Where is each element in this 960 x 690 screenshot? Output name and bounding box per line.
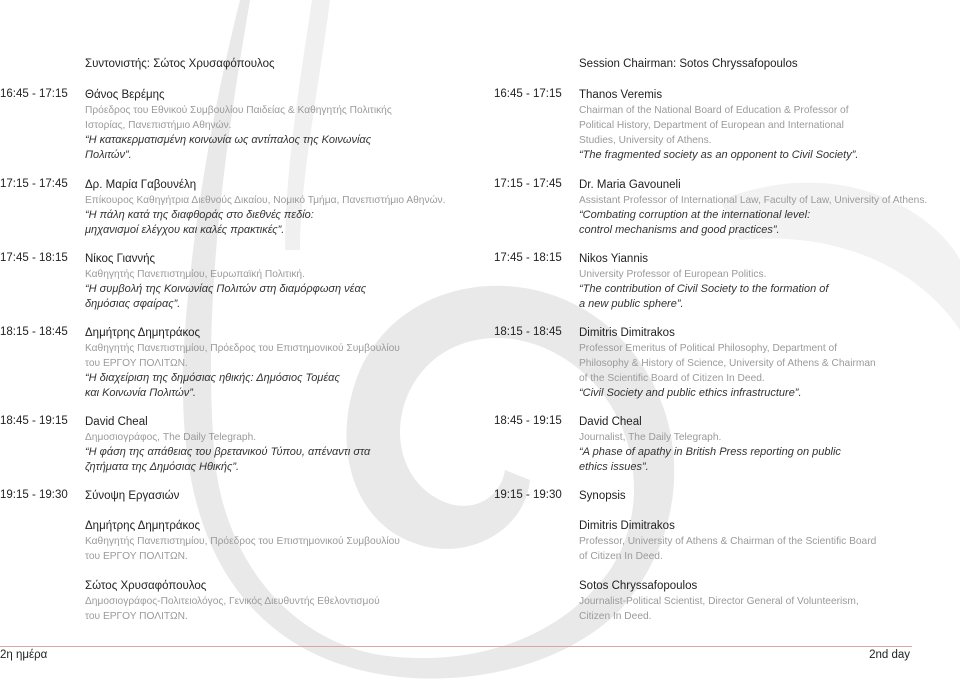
speaker-affiliation: Δημοσιογράφος, The Daily Telegraph. bbox=[85, 432, 257, 443]
speaker-affiliation: του ΕΡΓΟΥ ΠΟΛΙΤΩΝ. bbox=[85, 551, 188, 562]
time-slot: 19:15 - 19:30 bbox=[0, 489, 68, 501]
synopsis-title: Σύνοψη Εργασιών bbox=[85, 490, 180, 502]
time-slot: 17:15 - 17:45 bbox=[494, 178, 562, 190]
speaker-name: Δημήτρης Δημητράκος bbox=[85, 520, 201, 532]
talk-title: “Η πάλη κατά της διαφθοράς στο διεθνές πεδίο: bbox=[85, 209, 314, 221]
speaker-affiliation: of the Scientific Board of Citizen In Deed. bbox=[579, 373, 765, 384]
chairman-name: Sotos Chryssafopoulos bbox=[679, 58, 798, 70]
talk-title: “Η συμβολή της Κοινωνίας Πολιτών στη διαμόρφωση νέας bbox=[85, 283, 367, 295]
chairman-name: Σώτος Χρυσαφόπουλος bbox=[153, 58, 275, 70]
speaker-affiliation: του ΕΡΓΟΥ ΠΟΛΙΤΩΝ. bbox=[85, 611, 188, 622]
speaker-name: Dr. Maria Gavouneli bbox=[579, 179, 681, 191]
talk-title: “The contribution of Civil Society to the formation of bbox=[579, 283, 829, 295]
speaker-name: Νίκος Γιαννής bbox=[85, 253, 156, 265]
speaker-name: Σώτος Χρυσαφόπουλος bbox=[85, 580, 207, 592]
speaker-name: Dimitris Dimitrakos bbox=[579, 520, 675, 532]
time-slot: 18:15 - 18:45 bbox=[494, 326, 562, 338]
speaker-affiliation: Επίκουρος Καθηγήτρια Διεθνούς Δικαίου, Νομικό Τμήμα, Πανεπιστήμιο Αθηνών. bbox=[85, 195, 446, 206]
talk-title: δημόσιας σφαίρας”. bbox=[85, 298, 181, 310]
speaker-affiliation: Political History, Department of European and International bbox=[579, 120, 844, 131]
time-slot: 17:15 - 17:45 bbox=[0, 178, 68, 190]
talk-title: μηχανισμοί ελέγχου και καλές πρακτικές”. bbox=[85, 224, 285, 236]
speaker-affiliation: University Professor of European Politics. bbox=[579, 269, 767, 280]
session-chairman bbox=[85, 58, 275, 70]
speaker-affiliation: Ιστορίας, Πανεπιστήμιο Αθηνών. bbox=[85, 120, 232, 131]
speaker-name: Nikos Yiannis bbox=[579, 253, 649, 265]
talk-title: “Η κατακερματισμένη κοινωνία ως αντίπαλος της Κοινωνίας bbox=[85, 134, 372, 146]
talk-title: ethics issues”. bbox=[579, 461, 649, 473]
speaker-name: Dimitris Dimitrakos bbox=[579, 327, 675, 339]
time-slot: 16:45 - 17:15 bbox=[494, 88, 562, 100]
speaker-affiliation: Δημοσιογράφος-Πολιτειολόγος, Γενικός Διευθυντής Εθελοντισμού bbox=[85, 596, 380, 607]
talk-title: a new public sphere”. bbox=[579, 298, 684, 310]
speaker-name: Sotos Chryssafopoulos bbox=[579, 580, 698, 592]
speaker-affiliation: Καθηγητής Πανεπιστημίου, Πρόεδρος του Επιστημονικού Συμβουλίου bbox=[85, 343, 400, 354]
speaker-name: Δρ. Μαρία Γαβουνέλη bbox=[85, 179, 197, 191]
speaker-affiliation: Καθηγητής Πανεπιστημίου, Ευρωπαϊκή Πολιτική. bbox=[85, 269, 305, 280]
speaker-affiliation: Chairman of the National Board of Education & Professor of bbox=[579, 105, 849, 116]
speaker-affiliation: Assistant Professor of International Law, Faculty of Law, University of Athens. bbox=[579, 195, 928, 206]
speaker-name: Thanos Veremis bbox=[579, 89, 663, 101]
speaker-affiliation: Journalist, The Daily Telegraph. bbox=[579, 432, 722, 443]
footer-rule bbox=[0, 646, 912, 647]
time-slot: 17:45 - 18:15 bbox=[0, 252, 68, 264]
talk-title: “Η φάση της απάθειας του βρετανικού Τύπου, απέναντι στα bbox=[85, 446, 371, 458]
time-slot: 19:15 - 19:30 bbox=[494, 489, 562, 501]
speaker-name: David Cheal bbox=[579, 416, 642, 428]
speaker-affiliation: of Citizen In Deed. bbox=[579, 551, 663, 562]
speaker-affiliation: Philosophy & History of Science, University of Athens & Chairman bbox=[579, 358, 876, 369]
speaker-affiliation: Professor, University of Athens & Chairman of the Scientific Board bbox=[579, 536, 877, 547]
session-chairman bbox=[579, 58, 798, 70]
talk-title: “Combating corruption at the international level: bbox=[579, 209, 811, 221]
speaker-affiliation: του ΕΡΓΟΥ ΠΟΛΙΤΩΝ. bbox=[85, 358, 188, 369]
speaker-name: Θάνος Βερέμης bbox=[85, 89, 165, 101]
footer-day-english: 2nd day bbox=[869, 649, 910, 661]
speaker-name: David Cheal bbox=[85, 416, 148, 428]
talk-title: control mechanisms and good practices”. bbox=[579, 224, 780, 236]
speaker-name: Δημήτρης Δημητράκος bbox=[85, 327, 201, 339]
footer-day-greek: 2η ημέρα bbox=[0, 649, 48, 661]
talk-title: “A phase of apathy in British Press reporting on public bbox=[579, 446, 841, 458]
chairman-label: Session Chairman: bbox=[579, 58, 677, 70]
talk-title: “The fragmented society as an opponent to Civil Society”. bbox=[579, 149, 859, 161]
speaker-affiliation: Professor Emeritus of Political Philosophy, Department of bbox=[579, 343, 838, 354]
time-slot: 16:45 - 17:15 bbox=[0, 88, 68, 100]
speaker-affiliation: Πρόεδρος του Εθνικού Συμβουλίου Παιδείας & Καθηγητής Πολιτικής bbox=[85, 105, 392, 116]
speaker-affiliation: Καθηγητής Πανεπιστημίου, Πρόεδρος του Επιστημονικού Συμβουλίου bbox=[85, 536, 400, 547]
time-slot: 18:45 - 19:15 bbox=[494, 415, 562, 427]
speaker-affiliation: Citizen In Deed. bbox=[579, 611, 652, 622]
talk-title: ζητήματα της Δημόσιας Ηθικής”. bbox=[85, 461, 240, 473]
time-slot: 18:15 - 18:45 bbox=[0, 326, 68, 338]
talk-title: “Η διαχείριση της δημόσιας ηθικής: Δημόσιος Τομέας bbox=[85, 372, 340, 384]
chairman-label: Συντονιστής: bbox=[85, 58, 151, 70]
talk-title: και Κοινωνία Πολιτών”. bbox=[85, 387, 196, 399]
talk-title: “Civil Society and public ethics infrastructure”. bbox=[579, 387, 802, 399]
synopsis-title: Synopsis bbox=[579, 490, 626, 502]
time-slot: 17:45 - 18:15 bbox=[494, 252, 562, 264]
talk-title: Πολιτών”. bbox=[85, 149, 132, 161]
speaker-affiliation: Studies, University of Athens. bbox=[579, 135, 712, 146]
speaker-affiliation: Journalist-Political Scientist, Director General of Volunteerism, bbox=[579, 596, 859, 607]
time-slot: 18:45 - 19:15 bbox=[0, 415, 68, 427]
